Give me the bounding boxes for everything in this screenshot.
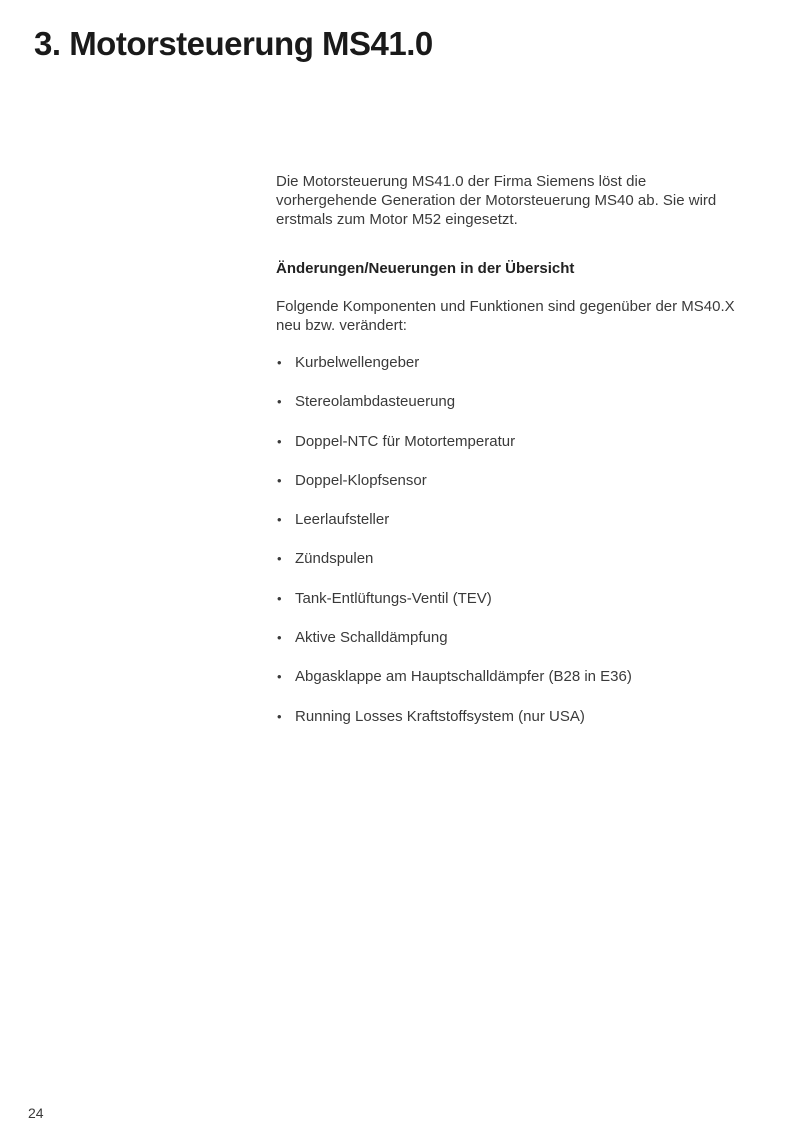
bullet-icon: • [277, 433, 282, 449]
bullet-icon: • [277, 669, 282, 685]
list-item-label: Running Losses Kraftstoffsystem (nur USA) [295, 707, 585, 725]
bullet-icon: • [277, 590, 282, 606]
list-item-label: Kurbelwellengeber [295, 354, 420, 371]
list-item-label: Abgasklappe am Hauptschalldämpfer (B28 in E36) [295, 668, 632, 686]
bullet-icon: • [277, 472, 282, 488]
list-item [276, 667, 746, 686]
bullet-icon: • [277, 630, 282, 646]
bullet-icon: • [277, 708, 282, 724]
main-content [276, 172, 746, 746]
list-item [276, 707, 746, 726]
feature-list [276, 353, 746, 726]
page-number: 24 [28, 1105, 44, 1121]
bullet-icon: • [277, 394, 282, 410]
list-item-label: Leerlaufsteller [295, 511, 390, 529]
list-item [276, 471, 746, 490]
section-heading: Änderungen/Neuerungen in der Übersicht [276, 260, 575, 277]
intro-paragraph: Die Motorsteuerung MS41.0 der Firma Siemens löst die vorhergehende Generation der Motorsteuerung MS40 ab. Sie wird erstmals zum Motor M52 eingesetzt. [276, 173, 717, 228]
page-title: 3. Motorsteuerung MS41.0 [34, 25, 433, 62]
list-item-label: Aktive Schalldämpfung [295, 629, 448, 647]
bullet-icon: • [277, 512, 282, 528]
list-item [276, 353, 746, 372]
bullet-icon: • [277, 551, 282, 567]
list-item-label: Zündspulen [295, 550, 374, 568]
list-item-label: Stereolambdasteuerung [295, 393, 456, 411]
list-item [276, 549, 746, 568]
list-item-label: Doppel-Klopfsensor [295, 471, 427, 489]
list-item-label: Tank-Entlüftungs-Ventil (TEV) [295, 589, 492, 607]
list-item [276, 510, 746, 529]
list-item-label: Doppel-NTC für Motortemperatur [295, 432, 516, 450]
list-item [276, 628, 746, 647]
list-item [276, 589, 746, 608]
bullet-icon: • [277, 355, 282, 370]
list-item [276, 392, 746, 411]
lead-paragraph: Folgende Komponenten und Funktionen sind gegenüber der MS40.X neu bzw. verändert: [276, 298, 735, 334]
list-item [276, 432, 746, 451]
